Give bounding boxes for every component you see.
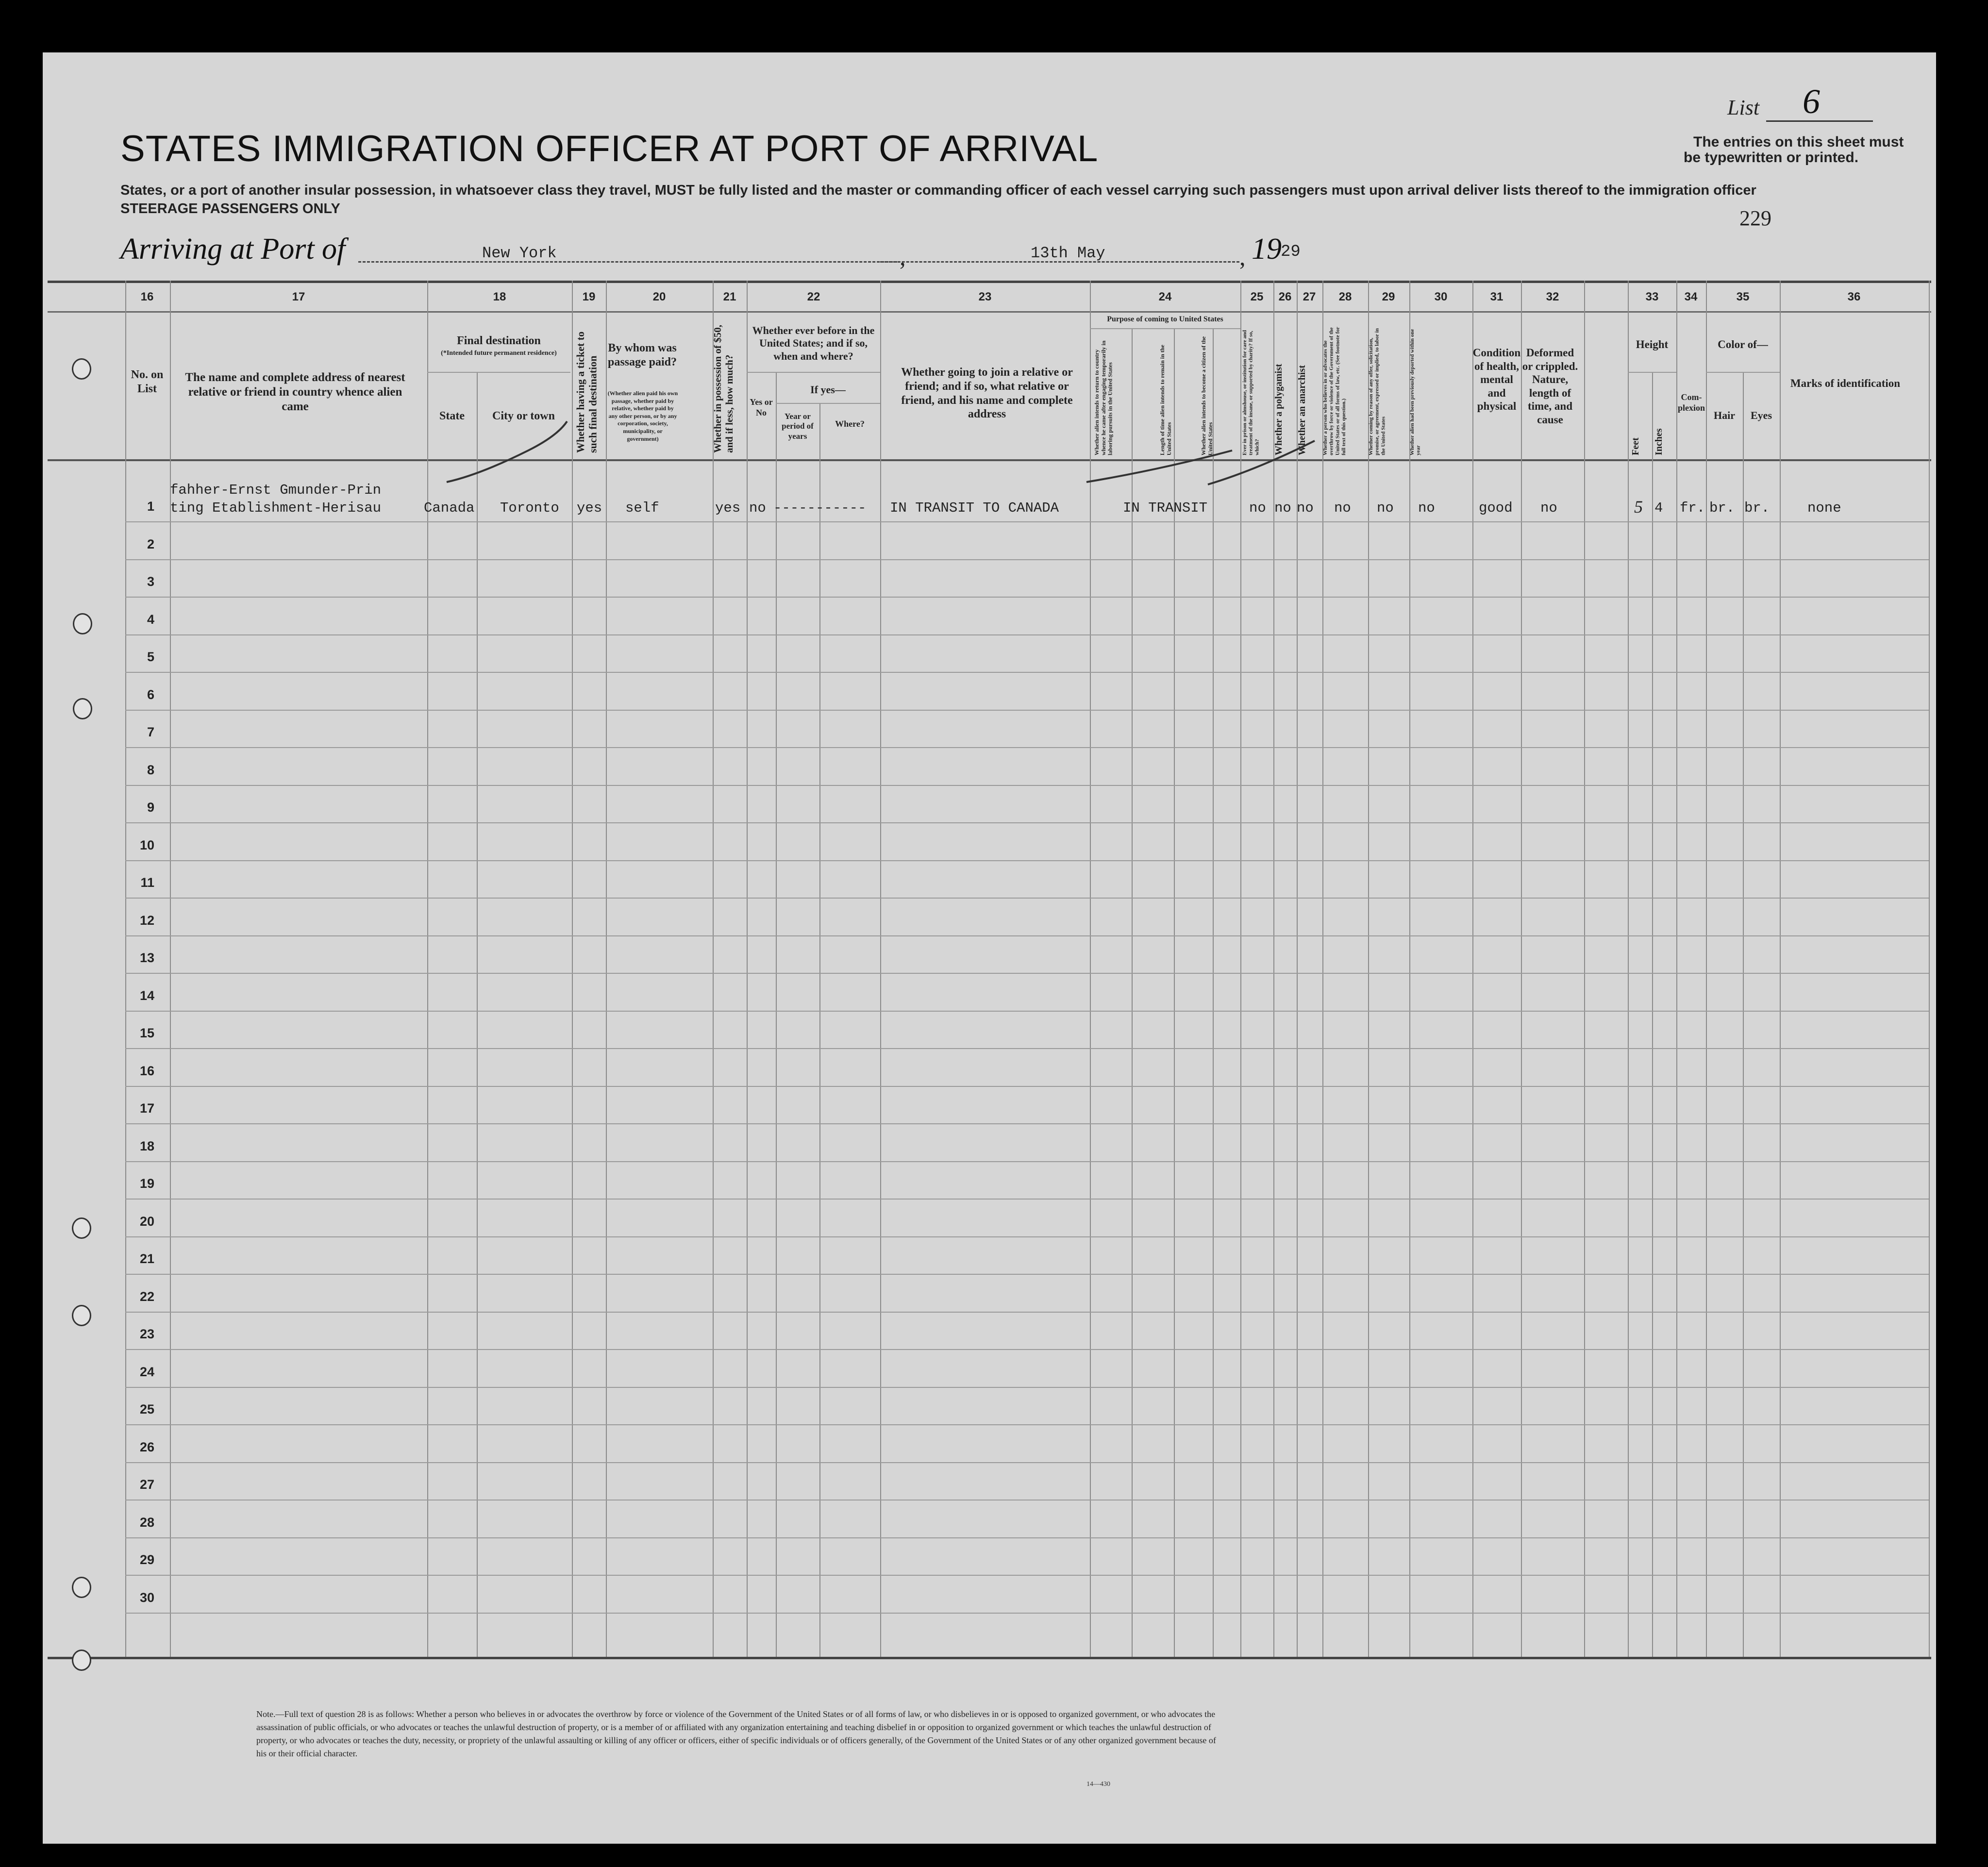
year-prefix: 19 bbox=[1252, 233, 1282, 266]
c29-header: Whether coming by reason of any offer, solicitation, promise, or agreement, expressed or implied, to labor in the United States bbox=[1368, 328, 1387, 455]
c18-header: Final destination bbox=[457, 334, 541, 347]
row-number: 23 bbox=[139, 1327, 154, 1341]
c28-value: no bbox=[1334, 500, 1351, 516]
sub-column-rule bbox=[776, 372, 777, 1657]
c26-value: no bbox=[1274, 500, 1291, 516]
column-number: 24 bbox=[1158, 290, 1172, 303]
binder-hole-icon bbox=[72, 1305, 91, 1326]
c35-eyes-header: Eyes bbox=[1751, 409, 1772, 421]
row-rule bbox=[125, 597, 1929, 598]
column-number: 29 bbox=[1382, 290, 1395, 303]
row-rule bbox=[125, 1537, 1929, 1538]
list-number: 6 bbox=[1803, 82, 1820, 121]
sheet-number: 229 bbox=[1739, 206, 1771, 230]
c22-where-header: Where? bbox=[835, 419, 865, 429]
row-rule bbox=[125, 1123, 1929, 1124]
destination-city: Toronto bbox=[500, 500, 559, 516]
row-number: 20 bbox=[139, 1214, 154, 1229]
column-number: 17 bbox=[292, 290, 305, 303]
c25-value: no bbox=[1249, 500, 1266, 516]
c24-header: Purpose of coming to United States bbox=[1107, 315, 1223, 323]
comma-1: , bbox=[900, 243, 906, 270]
c31-header: Condition of health, mental and physical bbox=[1472, 347, 1521, 413]
row-number: 21 bbox=[139, 1251, 154, 1266]
comma-2: , bbox=[1239, 243, 1246, 270]
row-rule bbox=[125, 785, 1929, 786]
column-number: 20 bbox=[652, 290, 666, 303]
row-number: 28 bbox=[139, 1515, 154, 1530]
column-number: 33 bbox=[1645, 290, 1659, 303]
column-number: 19 bbox=[582, 290, 596, 303]
paid-by-value: self bbox=[625, 500, 659, 516]
binder-hole-icon bbox=[73, 698, 92, 719]
column-number: 18 bbox=[493, 290, 506, 303]
c24b-header: Length of time alien intends to remain in the United States bbox=[1159, 345, 1172, 455]
complexion-value: fr. bbox=[1680, 500, 1705, 516]
ticket-value: yes bbox=[577, 500, 602, 516]
c33-header: Height bbox=[1636, 338, 1669, 350]
c28-header: Whether a person who believes in or advocates the overthrow by force or violence of the Government of the United States or of all forms of law, etc. (See footnote for full text of this question.) bbox=[1322, 327, 1347, 455]
c22-year-header: Year or period of years bbox=[782, 412, 814, 441]
column-number: 36 bbox=[1847, 290, 1861, 303]
c21-header: Whether in possession of $50, and if less, how much? bbox=[712, 325, 735, 453]
row-number: 12 bbox=[139, 913, 154, 928]
row-number: 3 bbox=[147, 574, 154, 589]
row-rule bbox=[125, 1312, 1929, 1313]
row-rule bbox=[125, 1236, 1929, 1237]
row-rule bbox=[125, 822, 1929, 823]
c30-value: no bbox=[1418, 500, 1435, 516]
pencil-check-marks bbox=[43, 52, 1936, 538]
row-rule bbox=[125, 1424, 1929, 1425]
page-subtitle: States, or a port of another insular possession, in whatsoever class they travel, MUST be fully listed and the master or commanding officer of each vessel carrying such passengers must upon arrival deliver lists thereof to the immigration officer bbox=[120, 183, 1756, 198]
c22-ifyes-header: If yes— bbox=[810, 383, 846, 396]
relative-address-line1: fahher-Ernst Gmunder-Prin bbox=[170, 482, 382, 498]
column-number: 22 bbox=[807, 290, 820, 303]
row-rule bbox=[125, 935, 1929, 936]
row-number: 29 bbox=[139, 1552, 154, 1567]
column-number: 34 bbox=[1684, 290, 1698, 303]
destination-state: Canada bbox=[424, 500, 475, 516]
hair-value: br. bbox=[1709, 500, 1735, 516]
entries-note-2: be typewritten or printed. bbox=[1684, 150, 1859, 166]
row-rule bbox=[125, 634, 1929, 635]
row-number: 6 bbox=[147, 687, 154, 702]
row-rule bbox=[125, 1048, 1929, 1049]
row-rule bbox=[125, 973, 1929, 974]
health-value: good bbox=[1479, 500, 1513, 516]
row-number: 17 bbox=[139, 1101, 154, 1116]
height-feet-value: 5 bbox=[1634, 497, 1643, 517]
c18-note: (*Intended future permanent residence) bbox=[441, 350, 557, 357]
c18-state-header: State bbox=[439, 410, 465, 422]
column-number: 21 bbox=[723, 290, 736, 303]
list-label: List bbox=[1727, 96, 1760, 119]
row-number: 9 bbox=[147, 800, 154, 815]
row-rule bbox=[125, 1199, 1929, 1200]
row-rule bbox=[125, 1387, 1929, 1388]
row-number: 13 bbox=[139, 950, 154, 965]
page-title: STATES IMMIGRATION OFFICER AT PORT OF ARRIVAL bbox=[120, 128, 1099, 169]
row-rule bbox=[125, 1462, 1929, 1463]
column-number: 23 bbox=[978, 290, 992, 303]
date-value: 13th May bbox=[1031, 244, 1105, 262]
row-number: 27 bbox=[139, 1477, 154, 1492]
c27-header: Whether an anarchist bbox=[1297, 365, 1307, 455]
c24c-header: Whether alien intends to become a citizen of the United States bbox=[1200, 336, 1214, 455]
column-number: 16 bbox=[140, 290, 154, 303]
before-us-value: no bbox=[749, 500, 766, 516]
height-inches-value: 4 bbox=[1654, 500, 1663, 516]
row-number: 24 bbox=[139, 1364, 154, 1379]
row-number: 22 bbox=[139, 1289, 154, 1304]
c20-note: (Whether alien paid his own passage, whether paid by relative, whether paid by any other person, or by any corporation, society, municipality, or government) bbox=[607, 390, 678, 442]
column-number: 25 bbox=[1250, 290, 1264, 303]
row-rule bbox=[125, 898, 1929, 899]
row-number: 1 bbox=[147, 499, 154, 514]
column-number: 31 bbox=[1490, 290, 1504, 303]
c22-yesno-header: Yes or No bbox=[750, 397, 773, 417]
footnote: Note.—Full text of question 28 is as follows: Whether a person who believes in or advocates the overthrow by force or violence of the Government of the United States or of all forms of law, or who disbelieves in or is opposed to organized government, or who advocates the assassination of public officials, or who advocates or teaches the unlawful destruction of property, or is a member of or affiliated with any organization entertaining and teaching disbelief in or opposition to organized government or which teaches the unlawful destruction of property, or who advocates or teaches the duty, necessity, or propriety of the unlawful assaulting or killing of any officer or officers, either of specific individuals or of officers generally, of the Government of the United States or of any other organized government because of his or their official character. bbox=[256, 1709, 1216, 1758]
row-number: 8 bbox=[147, 762, 154, 777]
row-rule bbox=[125, 1575, 1929, 1576]
c25-header: Ever in prison or almshouse, or institution for care and treatment of the insane, or supported by charity? If so, which? bbox=[1242, 330, 1260, 455]
row-rule bbox=[125, 1161, 1929, 1162]
row-number: 11 bbox=[140, 875, 154, 890]
form-number: 14—430 bbox=[1086, 1781, 1110, 1788]
c16-header: No. on List bbox=[131, 368, 164, 395]
c19-header: Whether having a ticket to such final destination bbox=[574, 331, 599, 453]
row-number: 30 bbox=[139, 1590, 154, 1605]
c20-header: By whom was passage paid? bbox=[607, 342, 677, 368]
row-rule bbox=[125, 1274, 1929, 1275]
row-number: 18 bbox=[139, 1138, 154, 1153]
row-number: 15 bbox=[139, 1026, 154, 1040]
row-rule bbox=[125, 1011, 1929, 1012]
c35-hair-header: Hair bbox=[1714, 409, 1735, 421]
column-number: 35 bbox=[1736, 290, 1750, 303]
year-suffix: 29 bbox=[1281, 243, 1301, 261]
binder-hole-icon bbox=[72, 1650, 91, 1671]
row-number: 5 bbox=[147, 650, 154, 664]
column-number: 26 bbox=[1278, 290, 1292, 303]
column-number: 30 bbox=[1434, 290, 1448, 303]
join-value: IN TRANSIT TO CANADA bbox=[890, 500, 1059, 516]
column-number: 27 bbox=[1303, 290, 1316, 303]
row-number: 4 bbox=[147, 612, 154, 627]
row-number: 19 bbox=[139, 1176, 154, 1191]
arriving-label: Arriving at Port of bbox=[120, 233, 346, 266]
row-number: 26 bbox=[139, 1439, 154, 1454]
row-rule bbox=[125, 1086, 1929, 1087]
row-number: 2 bbox=[147, 536, 154, 551]
binder-hole-icon bbox=[72, 358, 91, 380]
deformed-value: no bbox=[1540, 500, 1557, 516]
c23-header: Whether going to join a relative or friend; and if so, what relative or friend, and his name and complete address bbox=[901, 366, 1073, 421]
table-bottom-rule bbox=[48, 1657, 1931, 1659]
manifest-sheet bbox=[43, 52, 1936, 1844]
row-rule bbox=[125, 1349, 1929, 1350]
relative-address-line2: ting Etablishment-Herisau bbox=[170, 500, 382, 516]
marks-value: none bbox=[1807, 500, 1841, 516]
column-number: 32 bbox=[1546, 290, 1559, 303]
binder-hole-icon bbox=[72, 1577, 91, 1598]
c27-value: no bbox=[1297, 500, 1314, 516]
c29-value: no bbox=[1377, 500, 1394, 516]
row-rule bbox=[125, 747, 1929, 748]
row-number: 14 bbox=[139, 988, 154, 1003]
port-value: New York bbox=[482, 244, 557, 262]
row-rule bbox=[125, 860, 1929, 861]
purpose-value: IN TRANSIT bbox=[1123, 500, 1208, 516]
sub-column-rule bbox=[477, 372, 478, 1657]
row-rule bbox=[125, 710, 1929, 711]
row-number: 7 bbox=[147, 725, 154, 739]
entries-note-1: The entries on this sheet must bbox=[1693, 134, 1904, 150]
before-us-dashes: ----------- bbox=[773, 500, 867, 516]
eyes-value: br. bbox=[1744, 500, 1770, 516]
row-rule bbox=[125, 1613, 1929, 1614]
sub-column-rule bbox=[1743, 372, 1744, 1657]
c30-header: Whether alien had been previously deported within one year bbox=[1409, 329, 1421, 455]
row-number: 10 bbox=[139, 837, 154, 852]
binder-hole-icon bbox=[73, 613, 92, 634]
sub-column-rule bbox=[819, 403, 820, 1657]
c24a-header: Whether alien intends to return to country whence he came after engaging temporarily in laboring pursuits in the United States bbox=[1093, 340, 1114, 455]
c33-feet-header: Feet bbox=[1630, 437, 1641, 455]
column-number: 28 bbox=[1338, 290, 1352, 303]
c36-header: Marks of identification bbox=[1790, 377, 1901, 389]
c18-city-header: City or town bbox=[492, 410, 555, 422]
row-number: 25 bbox=[139, 1402, 154, 1417]
c32-header: Deformed or crippled. Nature, length of time, and cause bbox=[1522, 347, 1578, 426]
sub-column-rule bbox=[1652, 372, 1653, 1657]
c17-header: The name and complete address of nearest relative or friend in country whence alien came bbox=[185, 371, 405, 413]
c34-header: Com-plexion bbox=[1677, 392, 1705, 413]
c35-header: Color of— bbox=[1718, 338, 1768, 350]
money-value: yes bbox=[715, 500, 741, 516]
binder-hole-icon bbox=[72, 1217, 91, 1239]
row-number: 16 bbox=[139, 1063, 154, 1078]
row-rule bbox=[125, 672, 1929, 673]
row-rule bbox=[125, 559, 1929, 560]
c33-inches-header: Inches bbox=[1654, 428, 1664, 455]
c26-header: Whether a polygamist bbox=[1273, 364, 1284, 455]
steerage-label: STEERAGE PASSENGERS ONLY bbox=[120, 201, 340, 217]
c22-header: Whether ever before in the United States; and if so, when and where? bbox=[752, 324, 875, 362]
